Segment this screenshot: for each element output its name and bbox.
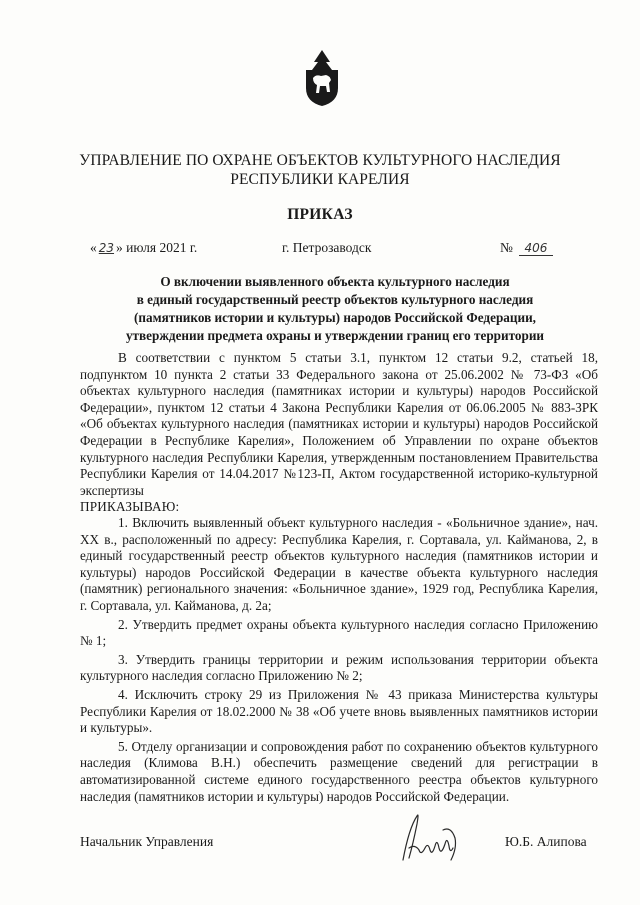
organization-name-line2: РЕСПУБЛИКИ КАРЕЛИЯ — [230, 171, 410, 188]
order-item-2: 2. Утвердить предмет охраны объекта культурного наследия согласно Приложению № 1; — [80, 616, 598, 649]
number-label: № — [500, 240, 513, 255]
number-value-handwritten: 406 — [519, 241, 553, 256]
date-quote-open: « — [90, 240, 97, 255]
subject-line: утверждении предмета охраны и утверждении границ его территории — [125, 328, 545, 343]
order-date — [90, 240, 197, 256]
subject-line: в единый государственный реестр объектов культурного наследия — [136, 292, 534, 307]
order-item-3: 3. Утвердить границы территории и режим использования территории объекта культурного наследия согласно Приложению № 2; — [80, 651, 598, 684]
preamble — [80, 350, 598, 499]
order-item-1: 1. Включить выявленный объект культурного наследия - «Больничное здание», нач. XX в., расположенный по адресу: Республика Карелия, г. Сортавала, ул. Кайманова, 2, в единый государственный реестр объектов культурного наследия (памятников истории и культуры) народов Российской Федерации в качестве объекта культурного наследия (памятник) регионального значения: «Больничное здание», 1929 год, Республика Карелия, г. Сортавала, ул. Кайманова, д. 2а; — [80, 515, 598, 613]
handwritten-signature-icon — [395, 808, 465, 868]
preamble-text: В соответствии с пунктом 5 статьи 3.1, пунктом 12 статьи 9.2, статьей 18, подпунктом 10 пункта 2 статьи 33 Федерального закона от 25.06.2002 № 73-ФЗ «Об объектах культурного наследия (памятниках истории и культуры) народов Российской Федерации», пунктом 12 статьи 4 Закона Республики Карелия от 06.06.2005 № 883-ЗРК «Об объектах культурного наследия (памятниках истории и культуры) народов Российской Федерации в Республике Карелия», Положением об Управлении по охране объектов культурного наследия Республики Карелия, утвержденным постановлением Правительства Республики Карелия от 14.04.2017 №123-П, Актом государственной историко-культурной экспертизы — [80, 350, 598, 498]
subject-line: О включении выявленного объекта культурного наследия — [160, 274, 510, 289]
order-items — [80, 515, 598, 807]
order-item-5: 5. Отделу организации и сопровождения работ по сохранению объектов культурного наследия (Климова В.Н.) обеспечить размещение сведений для регистрации в автоматизированной системе единого государственного реестра объектов культурного наследия (памятников истории и культуры) народов Российской Федерации. — [80, 738, 598, 804]
document-type: ПРИКАЗ — [287, 206, 353, 223]
date-month-year: » июля 2021 г. — [116, 240, 198, 255]
signatory-role: Начальник Управления — [80, 834, 214, 849]
order-number — [500, 240, 553, 256]
order-city: г. Петрозаводск — [282, 240, 372, 255]
order-item-4: 4. Исключить строку 29 из Приложения № 43 приказа Министерства культуры Республики Карелия от 18.02.2000 № 38 «Об учете вновь выявленных памятников истории и культуры». — [80, 686, 598, 736]
order-subject — [100, 273, 570, 345]
organization-name-line1: УПРАВЛЕНИЕ ПО ОХРАНЕ ОБЪЕКТОВ КУЛЬТУРНОГО НАСЛЕДИЯ — [79, 152, 561, 169]
date-day-handwritten: 23 — [98, 241, 115, 255]
subject-line: (памятников истории и культуры) народов Российской Федерации, — [134, 310, 536, 325]
karelia-coat-of-arms-icon — [302, 48, 342, 108]
order-word: ПРИКАЗЫВАЮ: — [80, 499, 180, 514]
signatory-name: Ю.Б. Алипова — [505, 834, 587, 849]
